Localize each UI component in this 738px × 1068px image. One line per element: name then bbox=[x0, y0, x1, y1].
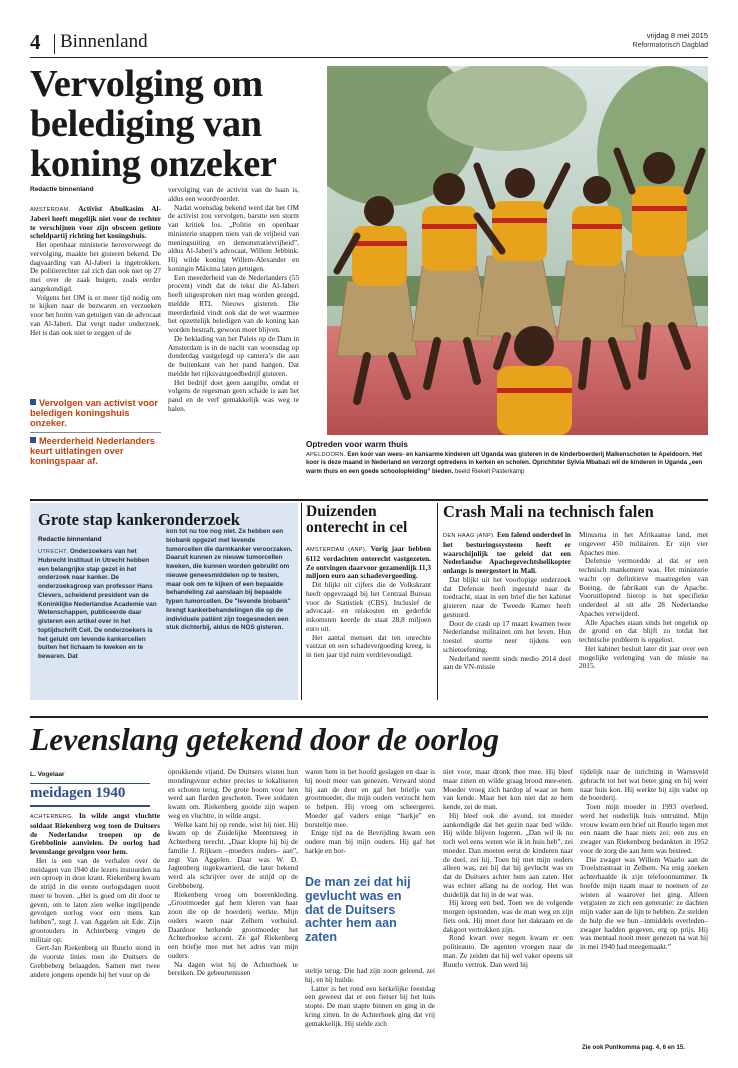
oorlog-paragraph: Enige tijd na de Bevrijding kwam een oudere man bij mijn ouders. Hij gaf het harkje en bor- bbox=[305, 828, 435, 855]
oorlog-lead: In wilde angst vluchtte soldaat Riekenberg weg toen de Duitsers de Nederlandse troepen op de Grebbelinie aanvielen. De oorlog had levenslange gevolgen voor hem. bbox=[30, 812, 160, 856]
photo-caption-title: Optreden voor warm thuis bbox=[306, 440, 408, 449]
main-lead: Activist Abulkasim Al-Jaberi heeft mogelijk niet voor de rechter te verschijnen voor zijn obsceen getinte scheldpartij richting het koningshuis. bbox=[30, 205, 161, 241]
see-also-link[interactable]: Zie ook Puntkomma pag. 4, 6 en 15. bbox=[582, 1044, 685, 1051]
kanker-headline: Grote stap kankeronderzoek bbox=[38, 510, 240, 529]
column-rule bbox=[437, 503, 438, 700]
main-paragraph: De beklading van het Paleis op de Dam in Amsterdam is in de nacht van woensdag op donderdag vastgelegd op camera’s die aan de buitenkant van het pand hangen. Dat meldde het rijksvastgoedbedrijf gisteren. bbox=[168, 333, 299, 378]
header-rule bbox=[30, 57, 708, 58]
main-article-col2 bbox=[168, 186, 299, 486]
bottom-rule bbox=[30, 716, 708, 718]
main-dateline: AMSTERDAM. bbox=[30, 207, 71, 213]
oorlog-paragraph: Riekenberg vroeg om boerenkleding. „Grootmoeder gaf hem kleren van haar zoon die op de boerderij werkte. Mijn ouders waren naar Zelhem verhuisd. Daardoor herkende grootmoeder het Achterhoekse accent. Ze gaf Riekenberg een briefje mee met het adres van mijn ouders. bbox=[168, 889, 298, 960]
mali-paragraph: Alle Apaches staan sinds het ongeluk op de grond en dat blijft zo totdat het technische probleem is opgelost. bbox=[579, 617, 708, 644]
choir-photo bbox=[327, 66, 708, 435]
bullet-square-icon bbox=[30, 437, 36, 443]
main-paragraph: Het openbaar ministerie heroverweegt de vervolging, maakte het gisteren bekend. De dagvaarding van Al-Jaberi is ingetrokken. De politierechter zal zich dan ook niet op 27 mei over de zaak buigen, zoals eerder aangekondigd. bbox=[30, 240, 161, 293]
kanker-byline: Redactie binnenland bbox=[38, 536, 102, 543]
mali-paragraph: Defensie vermoedde al dat er een technisch mankement was. Het ministerie wacht op definitieve maatregelen van Boeing, de fabrikant van de Apache. Vooruitlopend hierop is het specifieke onderdeel al uit alle 28 Nederlandse Apaches verwijderd. bbox=[579, 556, 708, 618]
caption-dateline: APELDOORN. bbox=[306, 452, 346, 458]
meidagen-label: meidagen 1940 bbox=[30, 785, 126, 801]
oorlog-col2 bbox=[168, 768, 298, 1040]
kanker-col2: kon tot nu toe nog niet. Ze hebben een biobank opgezet met levende tumorcellen die darmkanker veroorzaken. Daaruit kunnen ze nieuwe tumorcellen kweken, die kunnen worden gebruikt om nieuwe geneesmiddelen op te testen, maar ook om te kijken of een bepaalde behandeling zal aanslaan bij bepaalde typen tumorcellen. De "levende biobank" brengt kankerbehandelingen die op de individuele patiënt zijn toegesneden een stuk dichterbij, aldus de NOS gisteren. bbox=[166, 528, 293, 632]
mali-col2 bbox=[579, 531, 708, 697]
header-paper-name: Reformatorisch Dagblad bbox=[632, 42, 708, 49]
main-paragraph: Nadat woensdag bekend werd dat het OM de activist zou vervolgen, barstte een storm van kritiek los. „Politie en openbaar ministerie snappen niets van de vrijheid van meningsuiting en demonstratievrijheid”, aldus Al-Jaberi’s advocaat, Willem Jebbink. Hij wilde koning Willem-Alexander en koningin Máxima laten getuigen. bbox=[168, 202, 299, 273]
mali-paragraph: Het kabinet besluit later dit jaar over een mogelijke verlenging van de missie na 2015. bbox=[579, 643, 708, 671]
mali-lead: Een falend onderdeel in het besturingssysteem heeft er waarschijnlijk toe geleid dat een Nederlandse Apachegevechtshelikopter onlangs is neergestort in Mali. bbox=[443, 531, 571, 575]
oorlog-paragraph: Welke kant hij op rende, wist hij niet. Hij kwam op de Zuidelijke Meentsteeg in Achterberg terecht. „Daar klopte hij bij de familie J. Rijksen –moeders ouders– aan”, zegt Van Aggelen. Daar was W. D. Jagtenberg ingekwartierd, die later bekend werd als schrijver over de strijd op de Grebbeberg. bbox=[168, 819, 298, 890]
oorlog-paragraph: Rond kwart over negen kwam er een politieauto. De agenten vroegen naar de man. Ze zeiden dat hij wel vaker opeens uit Ruurlo vertrok. Dan werd hij bbox=[443, 933, 573, 969]
pullout-text: Meerderheid Nederlanders keurt uitlatingen over koningspaar af. bbox=[30, 436, 155, 466]
page-number: 4 bbox=[30, 30, 41, 54]
duizenden-lead: Vorig jaar hebben 6112 verdachten onterecht vastgezeten. Ze ontvingen daarvoor gezamenlijk 11,3 miljoen euro aan schadevergoeding. bbox=[306, 545, 431, 581]
main-paragraph: Het bedrijf doet geen aangifte, omdat er volgens de regesman geen schade is aan het pand en de verf gemakkelijk was weg te halen. bbox=[168, 377, 299, 413]
band-rule bbox=[30, 499, 708, 501]
oorlog-paragraph: Hij kreeg een bed. Toen we de volgende morgen opstonden, was de man weg en zijn fiets ook. Hij moet door het dakraam en de dakgoot vertrokken zijn. bbox=[443, 898, 573, 934]
mali-dateline: DEN HAAG (ANP). bbox=[443, 533, 496, 539]
main-paragraph: Een meerderheid van de Nederlanders (55 procent) vindt dat de tekst die Al-Jaberi heeft uitgesproken niet mag worden gezegd, meldde RTL Nieuws gisteren. Die meerderheid vindt ook dat de wet waarmee het opzettelijk beledigen van de koning kan worden bestraft, gewoon moet blijven. bbox=[168, 272, 299, 334]
duizenden-body bbox=[306, 545, 431, 697]
label-rule bbox=[30, 783, 150, 784]
bullet-square-icon bbox=[30, 399, 36, 405]
mali-paragraph: Dat blijkt uit het voorlopige onderzoek dat Defensie heeft ingesteld naar de toedracht, staat in een brief die het kabinet gisteren naar de Tweede Kamer heeft gestuurd. bbox=[443, 574, 571, 619]
section-name: Binnenland bbox=[60, 31, 148, 52]
kanker-text: Onderzoekers van het Hubrecht Instituut in Utrecht hebben een belangrijke stap gezet in het onderzoek naar kanker. De onderzoeksgroep van professor Hans Clevers, scheidend president van de Koninklijke Nederlandse Academie van Wetenschappen, publiceerde daar gisteren een artikel over in het toptijdschrift Cell. De onderzoekers is het gelukt om levende kankercellen buiten het lichaam te kweken en te bewaren. Dat bbox=[38, 548, 157, 660]
pullout-quote bbox=[30, 436, 161, 466]
oorlog-paragraph: Na dagen wist hij de Achterhoek te bereiken. De gebeurtenissen bbox=[168, 959, 298, 978]
kanker-dateline: UTRECHT. bbox=[38, 549, 69, 555]
duizenden-dateline: AMSTERDAM (ANP). bbox=[306, 547, 367, 553]
oorlog-col1 bbox=[30, 812, 160, 1040]
main-headline: Vervolging om belediging van koning onzeker bbox=[30, 63, 277, 185]
main-paragraph: Volgens het OM is er meer tijd nodig om te kijken naar de bezwaren en verzoeken voor het horen van getuigen van de advocaat van Al-Jaberi. Dat vergt nader onderzoek. Het is dan ook niet te zeggen of de bbox=[30, 292, 161, 337]
duizenden-headline: Duizenden onterecht in cel bbox=[306, 503, 408, 536]
header-date: vrijdag 8 mei 2015 bbox=[646, 31, 708, 40]
mali-headline: Crash Mali na technisch falen bbox=[443, 502, 654, 521]
oorlog-paragraph: tijdelijk naar de inrichting in Warnsveld gebracht tot het wat beter ging en hij weer naar huis kon. Hij werkte bij zijn vader op de boerderij. bbox=[580, 768, 708, 803]
mali-paragraph: Nederland neemt sinds medio 2014 deel aan de VN-missie bbox=[443, 653, 571, 672]
oorlog-paragraph: Hij bleef ook die avond, tot moeder aankondigde dat het gezin naar bed wilde. Hij wilde blijven logeren. „Dan wil ik nu toch wel eens weten wie ik in huis heb”, zei moeder. Dan moeten eerst de kinderen naar de deel, zei hij. Toen hij met mijn ouders alleen was, zei hij dat hij gevlucht was en dat de Duitsers achter hem aan zaten. Het was echter allang na de oorlog. Het was duidelijk dat hij in de war was. bbox=[443, 810, 573, 899]
mali-paragraph: Minusma in het Afrikaanse land, met ongeveer 450 militairen. Er zijn vier Apaches mee. bbox=[579, 531, 708, 557]
oorlog-paragraph: oprukkende vijand. De Duitsers wisten hun mondingsvuur echter precies te lokaliseren en schoten terug. De grote boom voor hen werd aan flarden geschoten. Twee soldaten kwam om. Riekenberg gooide zijn wapen weg en vluchtte, in wilde angst. bbox=[168, 768, 298, 820]
oorlog-col4 bbox=[443, 768, 573, 1040]
mali-paragraph: Door de crash op 17 maart kwamen twee Nederlandse militairen om het leven. Hun toestel stortte neer tijdens een schietoefening. bbox=[443, 618, 571, 654]
pullout-quote bbox=[30, 398, 161, 428]
column-rule bbox=[301, 503, 302, 700]
label-rule bbox=[30, 805, 150, 807]
oorlog-paragraph: Toen mijn moeder in 1993 overleed, werd het ouderlijk huis ontruimd. Mijn vrouw kwam een brief uit Ruurlo tegen met een naam die haar niets zei: een zus en zwager van Riekenberg bedankten in 1952 voor de zorg die aan hem was besteed. bbox=[580, 802, 708, 855]
main-article-col1 bbox=[30, 205, 161, 399]
oorlog-paragraph: niet voor, maar dronk thee mee. Hij bleef maar zitten en wilde graag brood mee-eten. Moeder vroeg zich hardop af waar ze hem van kende. Maar het kon niet dat ze hem kende, zei de man. bbox=[443, 768, 573, 811]
oorlog-paragraph: Het is een van de verhalen over de meidagen van 1940 die lezers instuurden na een oproep in deze krant. Riekenberg kwam de strijd in die eerste oorlogsdagen nooit meer te boven. „Het is goed om dit door te geven, om te laten zien welke ingrijpende gevolgen oorlog voor een mens kan hebben”, zegt J. van Aggelen uit Ede. Zijn grootouders in Achterberg vingen de militair op. bbox=[30, 855, 160, 944]
oorlog-col5 bbox=[580, 768, 708, 1040]
oorlog-col3a bbox=[305, 768, 435, 872]
oorlog-paragraph: Die zwager was Willem Waarlo aan de Troelstrastraat in Zelhem. Na enig zoeken achterhaalde ik zijn telefoonnummer. Ik hoefde mijn naam maar te noemen of ze wisten al waarover het ging. Alleen vergisten ze zich een generatie: ze dachten mijn vader aan de lijn te hebben. Ze stelden de hulp die we hun –inmiddels overleden– zwager hadden gegeven, erg op prijs. Hij was mentaal nooit meer genezen na wat hij in mei 1940 had meegemaakt.” bbox=[580, 854, 708, 951]
oorlog-col3b bbox=[305, 967, 435, 1040]
oorlog-paragraph: steltje terug. Die had zijn zoon geleend, zei hij, en hij huilde. bbox=[305, 967, 435, 984]
photo-credit: beeld Riekelt Pasterkamp bbox=[455, 467, 525, 475]
photo-caption bbox=[306, 451, 708, 476]
oorlog-byline: L. Vogelaar bbox=[30, 771, 65, 778]
pullout-text: Vervolgen van activist voor beledigen koningshuis onzeker. bbox=[30, 398, 158, 428]
pull-quote: De man zei dat hij gevlucht was en dat de Duitsers achter hem aan zaten bbox=[305, 875, 411, 945]
oorlog-paragraph: waren hem in het hoofd geslagen en daar is hij nooit meer van genezen. Verward stond hij aan de deur en gaf het briefje van grootmoeder, die mijn ouders verzocht hem te helpen. Hij vroeg om scheergerei. Moeder gaf vaders enige “harkje” en borsteltje mee. bbox=[305, 768, 435, 829]
oorlog-paragraph: Gert-Jan Riekenberg uit Ruurlo stond in de voorste linies toen de Duitsers de Grebbeberg belaagden. Samen met twee andere jongens opende hij het vuur op de bbox=[30, 943, 160, 979]
section-divider bbox=[54, 34, 55, 54]
duizenden-paragraph: Dit blijkt uit cijfers die de Volkskrant heeft opgevraagd bij het Centraal Bureau voor de Statistiek (CBS). Inclusief de advocaat- en reiskosten en gederfde inkomsten keerde de staat 28,8 miljoen euro uit. bbox=[306, 580, 431, 633]
pullout-divider bbox=[30, 432, 161, 433]
duizenden-paragraph: Het aantal mensen dat ten onrechte vastzat en een schadevergoeding kreeg, is in tien jaar tijd ruim verdrievoudigd. bbox=[306, 632, 431, 659]
caption-text: Een koor van wees- en kansarme kinderen uit Uganda was gisteren in de kinderboerderij Malkenschoten te Apeldoorn. Het koor is deze maand in Nederland en verzorgt optredens in kerken en scholen. Oprichtster Sylvia Mbabazi wil de kinderen in Uganda „een warm thuis en een goede schoolopleiding” bieden. bbox=[306, 451, 703, 475]
kanker-col1 bbox=[38, 548, 161, 693]
mali-col1 bbox=[443, 531, 571, 697]
main-paragraph: vervolging van de activist van de baan is, aldus een woordvoerder. bbox=[168, 186, 299, 203]
main-byline: Redactie binnenland bbox=[30, 186, 94, 193]
oorlog-headline: Levenslang getekend door de oorlog bbox=[30, 722, 499, 757]
oorlog-dateline: ACHTERBERG. bbox=[30, 814, 74, 820]
oorlog-paragraph: Latter is het rond een kerkelijke feestdag een geweest dat er een fietser bij het huis stopte. De man stapte binnen en ging in de kring zitten. In de Achterhoek ging dat vrij gemakkelijk. Hij stelde zich bbox=[305, 983, 435, 1028]
